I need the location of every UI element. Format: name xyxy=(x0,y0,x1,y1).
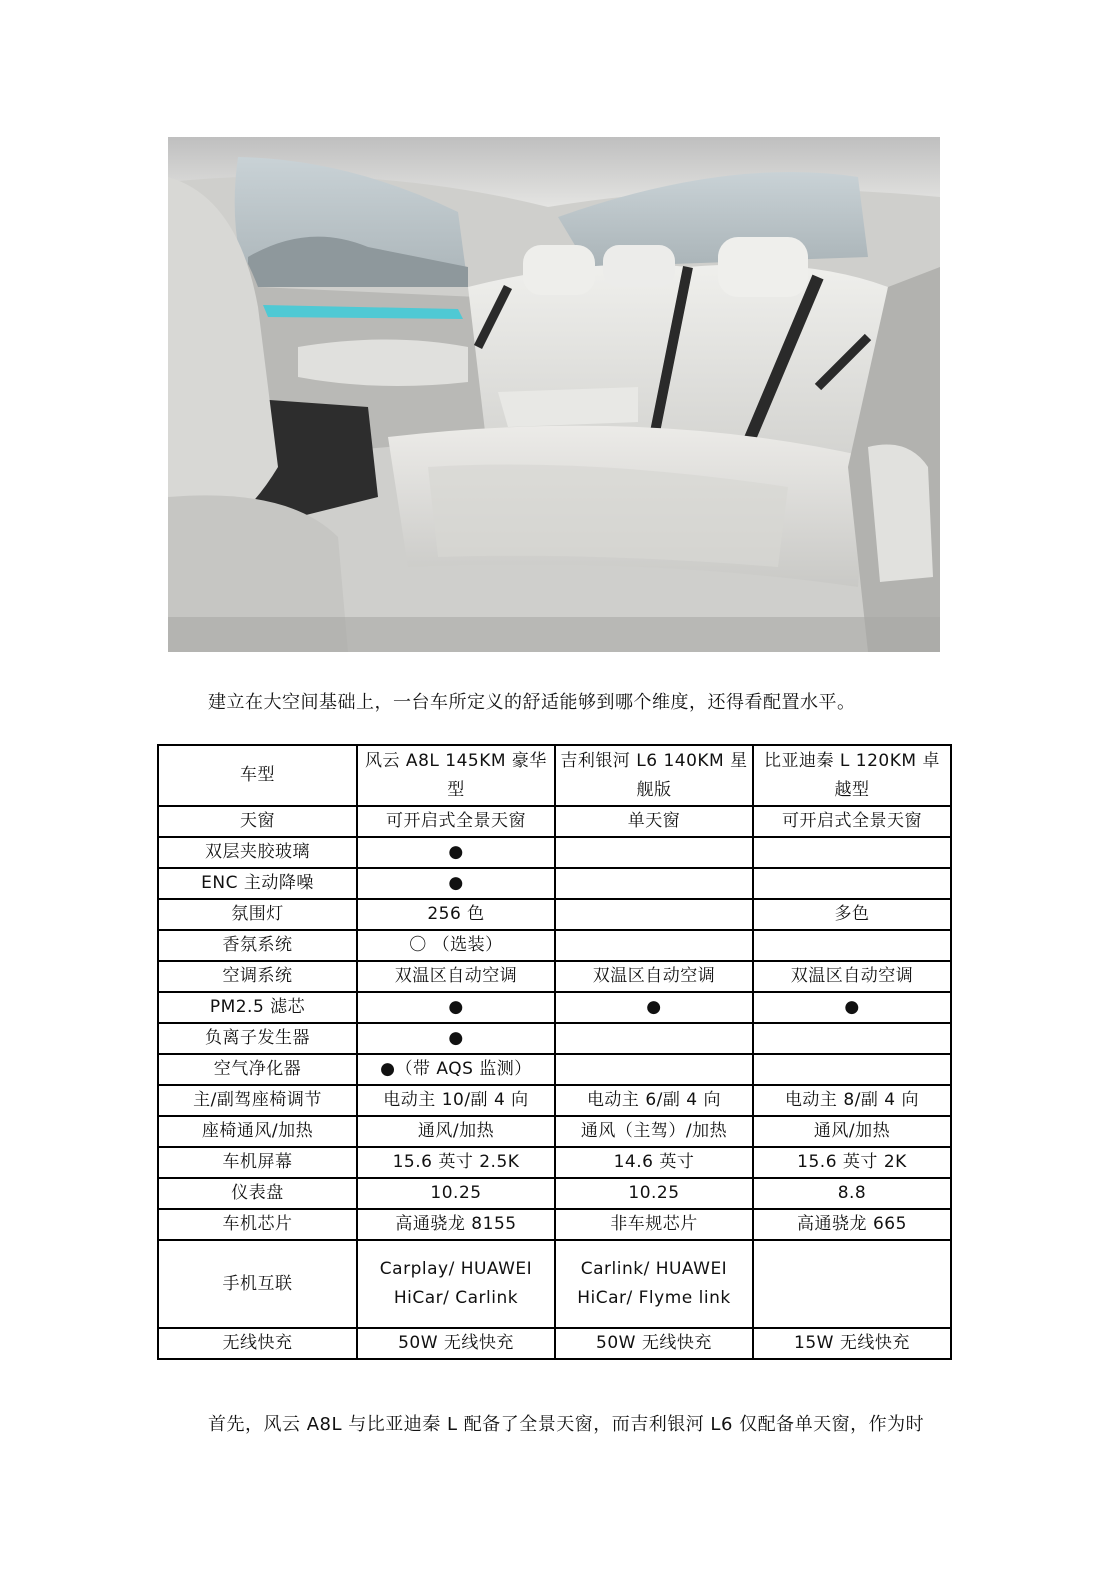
table-cell: 15W 无线快充 xyxy=(753,1328,951,1359)
table-cell xyxy=(753,930,951,961)
table-row xyxy=(158,930,951,961)
table-cell xyxy=(555,930,753,961)
header-cell: 车型 xyxy=(158,745,357,806)
table-cell: 15.6 英寸 2K xyxy=(753,1147,951,1178)
table-row xyxy=(158,961,951,992)
table-cell: 50W 无线快充 xyxy=(555,1328,753,1359)
table-row xyxy=(158,1178,951,1209)
intro-paragraph: 建立在大空间基础上，一台车所定义的舒适能够到哪个维度，还得看配置水平。 xyxy=(208,692,856,713)
row-label: 车机芯片 xyxy=(158,1209,357,1240)
table-cell: 14.6 英寸 xyxy=(555,1147,753,1178)
table-cell: ● xyxy=(357,1023,555,1054)
table-cell: 电动主 6/副 4 向 xyxy=(555,1085,753,1116)
table-cell: ● xyxy=(357,868,555,899)
row-label: 天窗 xyxy=(158,806,357,837)
row-label: 手机互联 xyxy=(158,1240,357,1328)
table-cell: 10.25 xyxy=(555,1178,753,1209)
table-cell xyxy=(753,1023,951,1054)
table-cell: 可开启式全景天窗 xyxy=(357,806,555,837)
row-label: 无线快充 xyxy=(158,1328,357,1359)
table-cell: 可开启式全景天窗 xyxy=(753,806,951,837)
table-cell: ●（带 AQS 监测） xyxy=(357,1054,555,1085)
table-cell: 〇 （选装） xyxy=(357,930,555,961)
row-label: 空调系统 xyxy=(158,961,357,992)
table-cell xyxy=(753,1054,951,1085)
row-label: 氛围灯 xyxy=(158,899,357,930)
table-cell: 256 色 xyxy=(357,899,555,930)
row-label: PM2.5 滤芯 xyxy=(158,992,357,1023)
table-cell: ● xyxy=(357,992,555,1023)
spec-comparison-table xyxy=(157,744,952,1360)
header-cell: 比亚迪秦 L 120KM 卓越型 xyxy=(753,745,951,806)
table-cell: 8.8 xyxy=(753,1178,951,1209)
table-cell xyxy=(753,868,951,899)
table-cell: 50W 无线快充 xyxy=(357,1328,555,1359)
table-cell: ● xyxy=(357,837,555,868)
table-row xyxy=(158,806,951,837)
table-cell: 高通骁龙 8155 xyxy=(357,1209,555,1240)
row-label: ENC 主动降噪 xyxy=(158,868,357,899)
table-cell: 通风/加热 xyxy=(357,1116,555,1147)
table-row xyxy=(158,868,951,899)
interior-photo xyxy=(168,137,940,652)
table-cell xyxy=(555,899,753,930)
table-cell: 电动主 10/副 4 向 xyxy=(357,1085,555,1116)
table-cell xyxy=(555,1054,753,1085)
table-cell: 通风（主驾）/加热 xyxy=(555,1116,753,1147)
row-label: 香氛系统 xyxy=(158,930,357,961)
header-cell: 吉利银河 L6 140KM 星舰版 xyxy=(555,745,753,806)
table-cell: 单天窗 xyxy=(555,806,753,837)
row-label: 空气净化器 xyxy=(158,1054,357,1085)
table-cell: ● xyxy=(753,992,951,1023)
outro-paragraph: 首先，风云 A8L 与比亚迪秦 L 配备了全景天窗，而吉利银河 L6 仅配备单天窗，作为时 xyxy=(208,1414,925,1435)
table-row xyxy=(158,1147,951,1178)
row-label: 车机屏幕 xyxy=(158,1147,357,1178)
table-cell: 15.6 英寸 2.5K xyxy=(357,1147,555,1178)
table-row xyxy=(158,837,951,868)
table-cell: 双温区自动空调 xyxy=(753,961,951,992)
row-label: 仪表盘 xyxy=(158,1178,357,1209)
table-row xyxy=(158,1085,951,1116)
table-row xyxy=(158,1240,951,1328)
table-row xyxy=(158,1054,951,1085)
table-header-row xyxy=(158,745,951,806)
table-row xyxy=(158,1328,951,1359)
row-label: 双层夹胶玻璃 xyxy=(158,837,357,868)
table-cell: 电动主 8/副 4 向 xyxy=(753,1085,951,1116)
table-cell xyxy=(555,837,753,868)
table-cell: Carlink/ HUAWEI HiCar/ Flyme link xyxy=(555,1240,753,1328)
table-cell: 双温区自动空调 xyxy=(357,961,555,992)
table-row xyxy=(158,1209,951,1240)
table-cell: Carplay/ HUAWEI HiCar/ Carlink xyxy=(357,1240,555,1328)
table-row xyxy=(158,992,951,1023)
table-cell: ● xyxy=(555,992,753,1023)
table-row xyxy=(158,899,951,930)
table-cell xyxy=(555,1023,753,1054)
table-row xyxy=(158,1116,951,1147)
table-cell: 多色 xyxy=(753,899,951,930)
row-label: 负离子发生器 xyxy=(158,1023,357,1054)
table-cell: 非车规芯片 xyxy=(555,1209,753,1240)
header-cell: 风云 A8L 145KM 豪华型 xyxy=(357,745,555,806)
row-label: 主/副驾座椅调节 xyxy=(158,1085,357,1116)
table-cell xyxy=(555,868,753,899)
table-cell xyxy=(753,1240,951,1328)
row-label: 座椅通风/加热 xyxy=(158,1116,357,1147)
table-row xyxy=(158,1023,951,1054)
table-cell: 通风/加热 xyxy=(753,1116,951,1147)
table-cell: 双温区自动空调 xyxy=(555,961,753,992)
table-cell: 10.25 xyxy=(357,1178,555,1209)
table-cell xyxy=(753,837,951,868)
table-cell: 高通骁龙 665 xyxy=(753,1209,951,1240)
